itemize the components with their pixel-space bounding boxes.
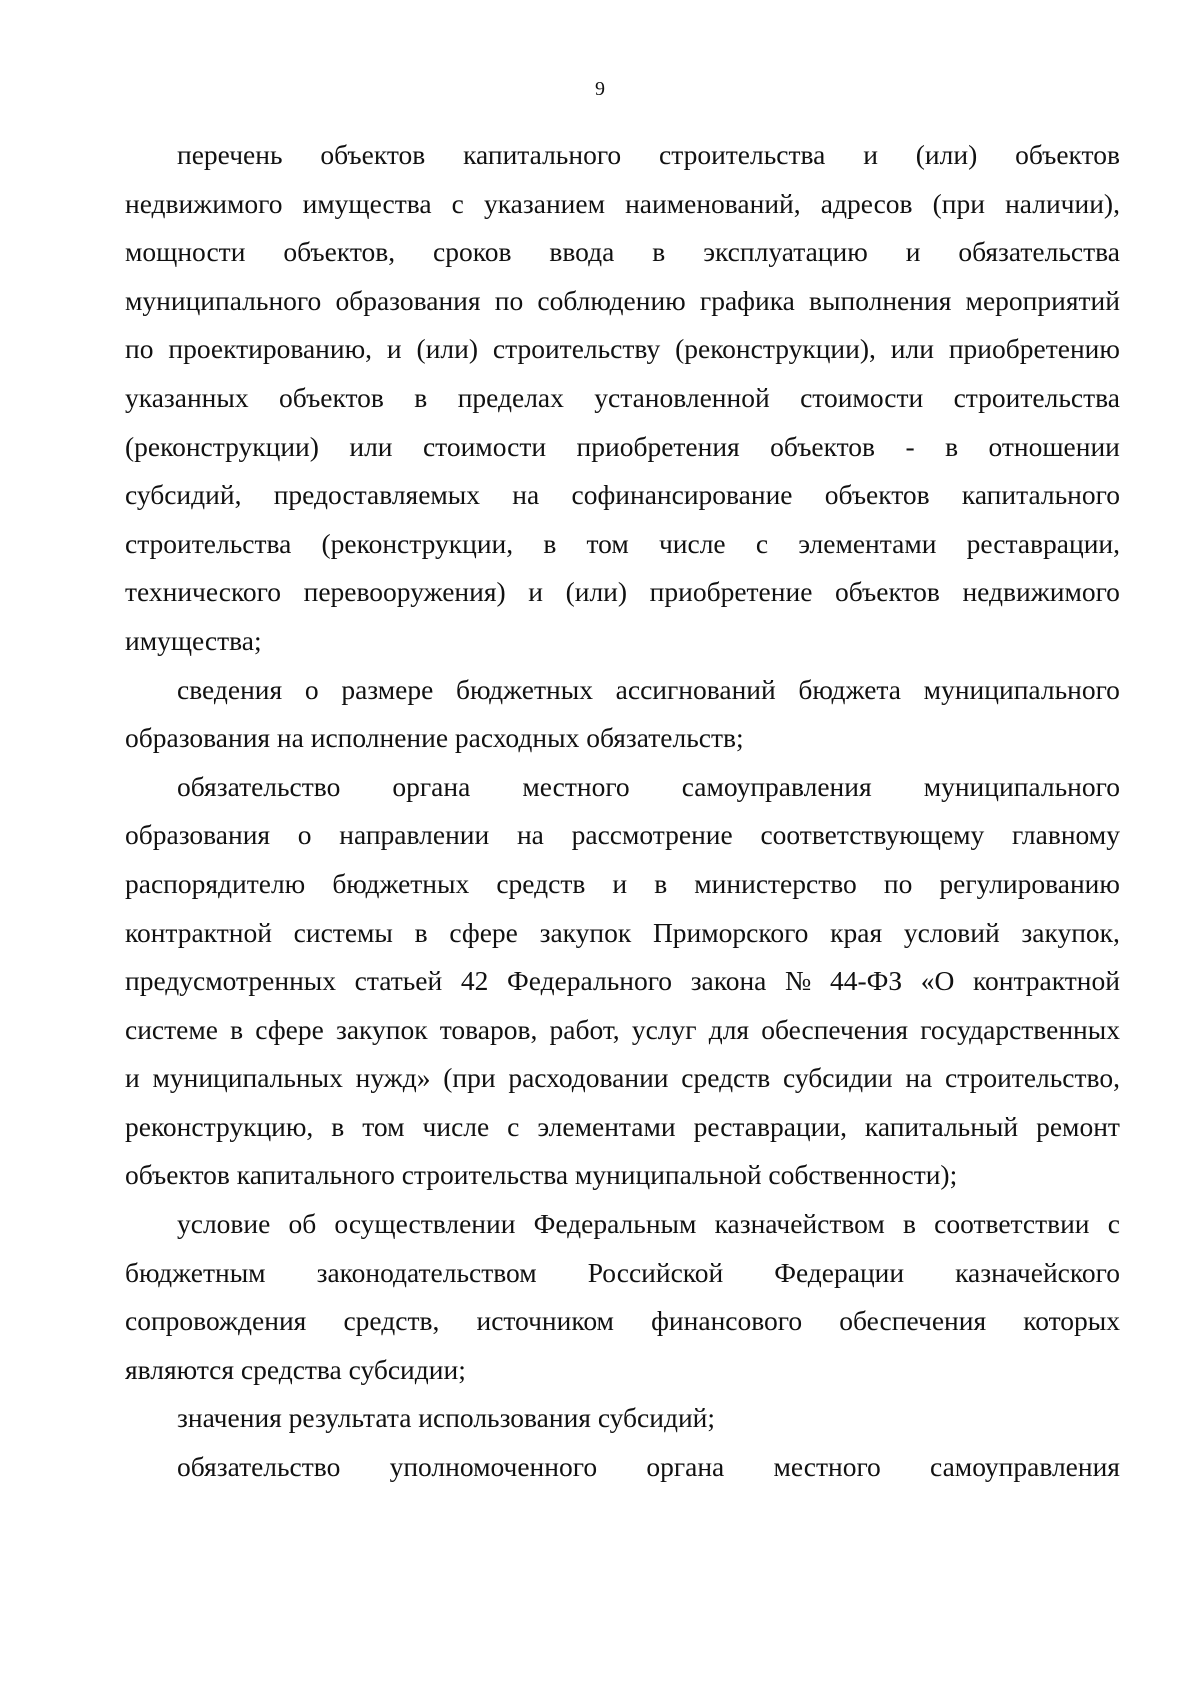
text-line: образования о направлении на рассмотрение соответствующему главному	[125, 819, 1120, 851]
text-line: субсидий, предоставляемых на софинансирование объектов капитального	[125, 479, 1120, 511]
text-line: условие об осуществлении Федеральным казначейством в соответствии с	[177, 1208, 1120, 1240]
text-line: (реконструкции) или стоимости приобретения объектов - в отношении	[125, 430, 1120, 462]
text-line: реконструкцию, в том числе с элементами реставрации, капитальный ремонт	[125, 1110, 1120, 1142]
text-line: объектов капитального строительства муниципальной собственности);	[125, 1159, 958, 1191]
text-line: распорядителю бюджетных средств и в министерство по регулированию	[125, 867, 1120, 899]
text-line: бюджетным законодательством Российской Федерации казначейского	[125, 1256, 1120, 1288]
paragraph	[125, 666, 1120, 763]
page-number: 9	[595, 78, 605, 100]
document-body	[125, 131, 1120, 1492]
text-line: являются средства субсидии;	[125, 1353, 466, 1385]
text-line: строительства (реконструкции, в том числе с элементами реставрации,	[125, 527, 1120, 559]
paragraph	[125, 1443, 1120, 1492]
text-line: сведения о размере бюджетных ассигнований бюджета муниципального	[177, 673, 1120, 705]
text-line: контрактной системы в сфере закупок Приморского края условий закупок,	[125, 916, 1120, 948]
text-line: системе в сфере закупок товаров, работ, услуг для обеспечения государственных	[125, 1013, 1120, 1045]
paragraph	[125, 1394, 1120, 1443]
text-line: перечень объектов капитального строительства и (или) объектов	[177, 139, 1120, 170]
text-line: недвижимого имущества с указанием наименований, адресов (при наличии),	[125, 187, 1120, 219]
text-line: муниципального образования по соблюдению графика выполнения мероприятий	[125, 284, 1120, 316]
paragraph	[125, 763, 1120, 1200]
paragraph	[125, 131, 1120, 666]
text-line: и муниципальных нужд» (при расходовании средств субсидии на строительство,	[125, 1062, 1120, 1094]
text-line: обязательство органа местного самоуправления муниципального	[177, 770, 1120, 802]
text-line: имущества;	[125, 624, 262, 656]
paragraph	[125, 1200, 1120, 1394]
text-line: по проектированию, и (или) строительству (реконструкции), или приобретению	[125, 333, 1120, 365]
text-line: мощности объектов, сроков ввода в эксплуатацию и обязательства	[125, 236, 1120, 268]
text-line: образования на исполнение расходных обязательств;	[125, 722, 744, 754]
text-line: значения результата использования субсидий;	[177, 1402, 716, 1434]
text-line: технического перевооружения) и (или) приобретение объектов недвижимого	[125, 576, 1120, 608]
text-line: предусмотренных статьей 42 Федерального закона № 44-ФЗ «О контрактной	[125, 965, 1120, 997]
text-line: сопровождения средств, источником финансового обеспечения которых	[125, 1305, 1120, 1337]
text-line: указанных объектов в пределах установленной стоимости строительства	[125, 381, 1120, 413]
text-line: обязательство уполномоченного органа местного самоуправления	[177, 1451, 1120, 1483]
